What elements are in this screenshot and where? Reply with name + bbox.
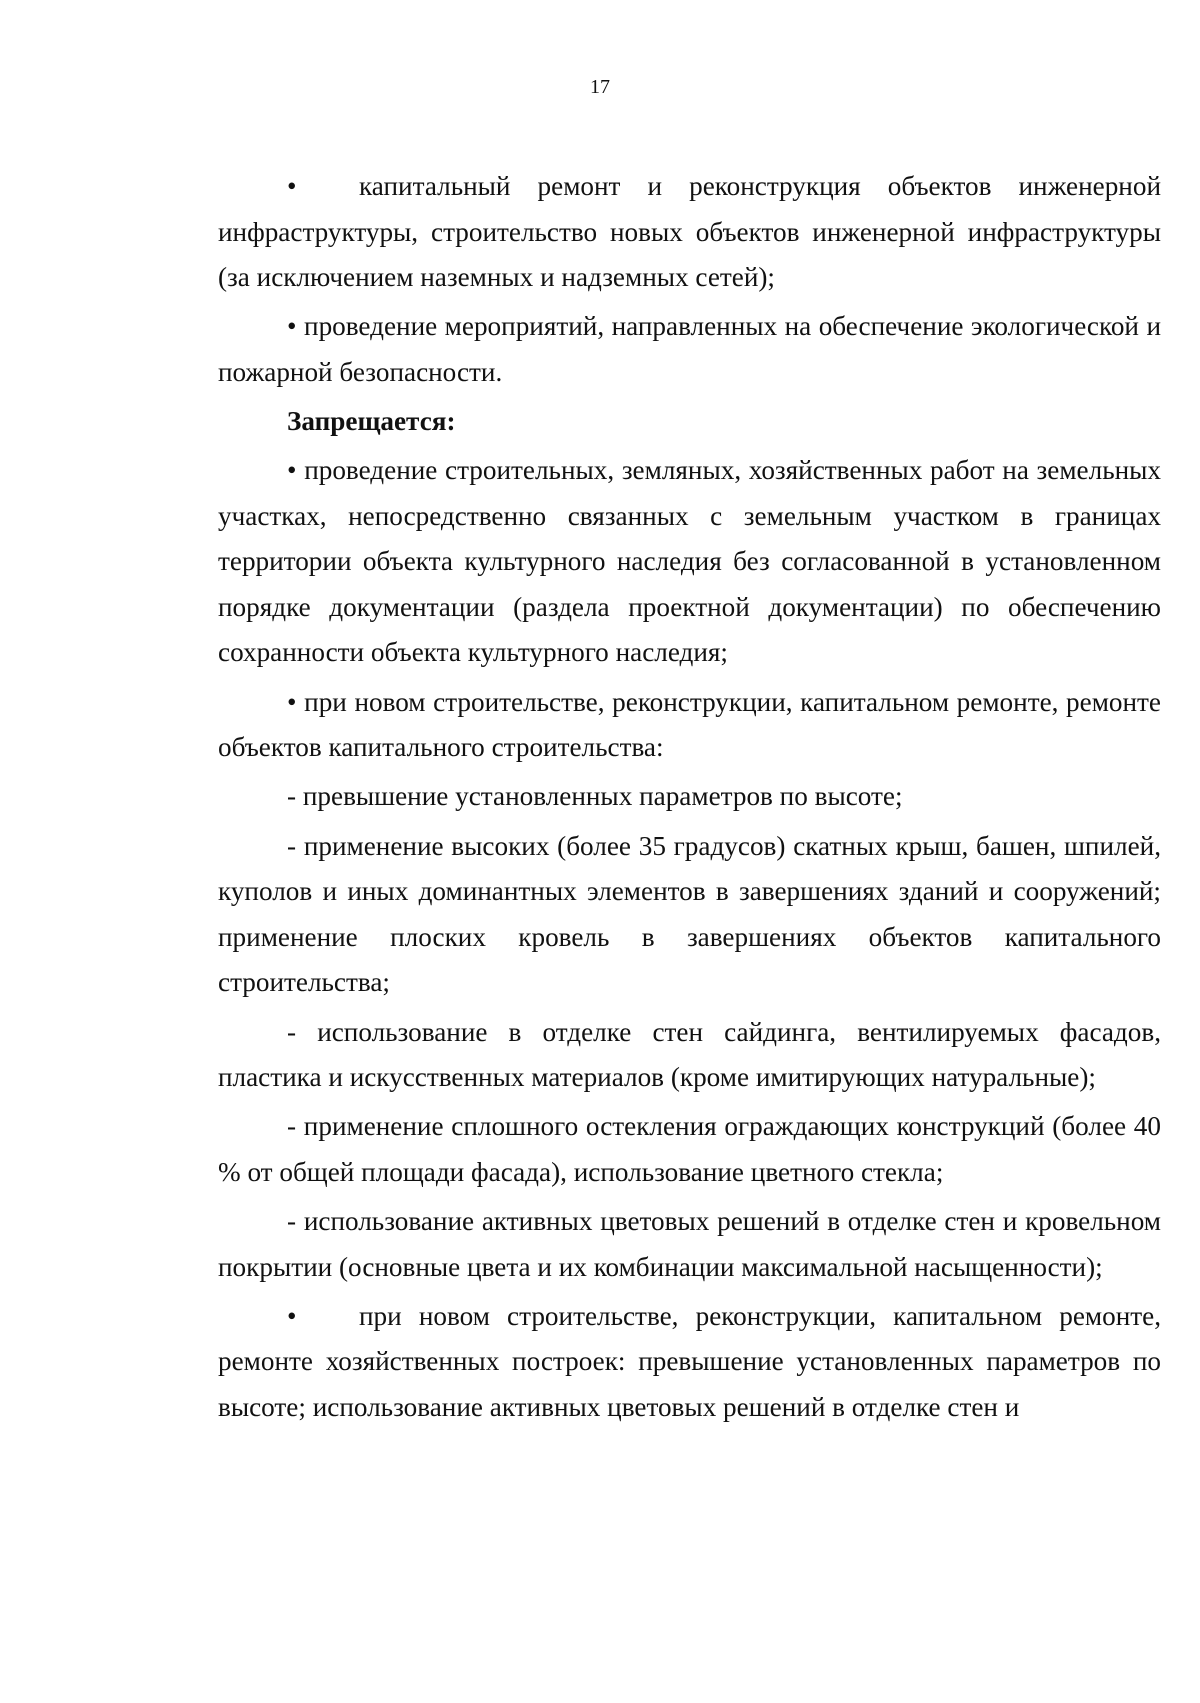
- dash-marker: -: [287, 1111, 297, 1142]
- dash-marker: -: [287, 830, 297, 861]
- list-item-text: использование в отделке стен сайдинга, вентилируемых фасадов, пластика и искусственных материалов (кроме имитирующих натуральные);: [218, 1016, 1161, 1093]
- list-item: [218, 448, 1161, 676]
- list-item-text: при новом строительстве, реконструкции, капитальном ремонте, ремонте хозяйственных построек: превышение установленных параметров по высоте; использование активных цветовых решений в отделке стен и: [218, 1300, 1161, 1422]
- list-item-text: капитальный ремонт и реконструкция объектов инженерной инфраструктуры, строительство новых объектов инженерной инфраструктуры (за исключением наземных и надземных сетей);: [218, 171, 1161, 292]
- list-item: [218, 824, 1161, 1006]
- section-heading: Запрещается:: [287, 406, 456, 437]
- list-item-text: проведение мероприятий, направленных на обеспечение экологической и пожарной безопасности.: [218, 311, 1162, 387]
- dash-marker: -: [287, 1206, 297, 1237]
- dash-marker: -: [287, 781, 297, 812]
- list-item-text: применение сплошного остекления ограждающих конструкций (более 40 % от общей площади фасада), использование цветного стекла;: [218, 1111, 1161, 1187]
- bullet-icon: •: [287, 686, 297, 717]
- bullet-icon: •: [287, 1300, 297, 1331]
- bullet-icon: •: [287, 171, 297, 201]
- document-body: [218, 164, 1161, 1430]
- list-item-text: проведение строительных, земляных, хозяйственных работ на земельных участках, непосредственно связанных с земельным участком в границах территории объекта культурного наследия без согласованной в установленном порядке документации (раздела проектной документации) по обеспечению сохранности объекта культурного наследия;: [218, 455, 1161, 668]
- bullet-icon: •: [287, 455, 297, 486]
- list-item-text: применение высоких (более 35 градусов) скатных крыш, башен, шпилей, куполов и иных доминантных элементов в завершениях зданий и сооружений; применение плоских кровель в завершениях объектов капитального строительства;: [218, 830, 1162, 998]
- list-item: [218, 304, 1161, 395]
- page-number: 17: [590, 76, 610, 98]
- list-item-text: использование активных цветовых решений в отделке стен и кровельном покрытии (основные цвета и их комбинации максимальной насыщенности);: [218, 1206, 1162, 1282]
- list-item: [218, 774, 1161, 820]
- list-item: [218, 1199, 1161, 1290]
- list-item: [218, 1104, 1161, 1195]
- list-item: [218, 1010, 1161, 1101]
- list-item-text: при новом строительстве, реконструкции, капитальном ремонте, ремонте объектов капитального строительства:: [218, 686, 1161, 763]
- list-item-text: превышение установленных параметров по высоте;: [302, 781, 903, 812]
- list-item: [218, 1294, 1161, 1431]
- list-item: [218, 680, 1161, 771]
- list-item: [218, 164, 1161, 301]
- bullet-icon: •: [287, 311, 297, 342]
- dash-marker: -: [287, 1016, 297, 1047]
